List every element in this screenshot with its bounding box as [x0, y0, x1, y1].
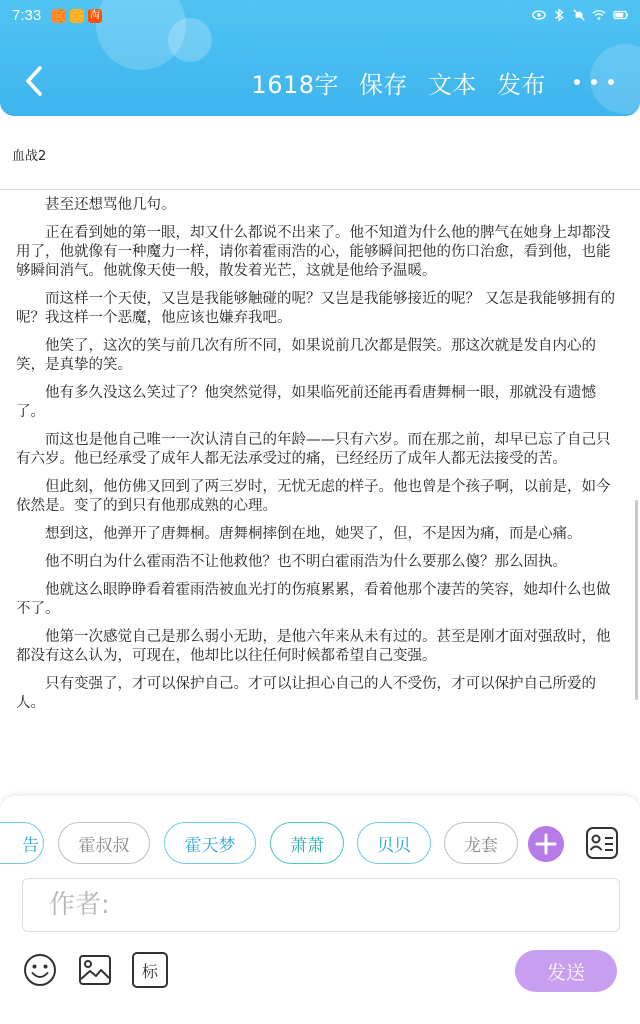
paragraph: 只有变强了，才可以保护自己。才可以让担心自己的人不受伤，才可以保护自己所爱的人。: [16, 676, 596, 711]
app-notification-icon: [70, 9, 84, 23]
paragraph: 但此刻，他仿佛又回到了两三岁时，无忧无虑的样子。他也曾是个孩子啊，以前是，如今依然是。变了的到只有他那成熟的心理。: [16, 479, 611, 514]
compose-panel: [0, 796, 640, 1024]
author-input[interactable]: 作者:: [22, 878, 620, 932]
emoji-icon[interactable]: [22, 952, 58, 988]
bluetooth-icon: [552, 8, 566, 22]
status-bar: [0, 0, 640, 32]
character-chip-row: [0, 822, 640, 866]
tag-icon[interactable]: [132, 952, 168, 988]
taobao-notification-icon: 淘: [90, 10, 100, 21]
character-chip[interactable]: 贝贝: [357, 822, 431, 864]
character-chip[interactable]: 霍叔叔: [58, 822, 150, 864]
app-notification-icon: [52, 9, 66, 23]
paragraph: 正在看到她的第一眼，却又什么都说不出来了。他不知道为什么他的脾气在她身上却都没用了，他就像有一种魔力一样，请你着霍雨浩的心，能够瞬间把他的伤口治愈，看到他，也能够瞬间消气。他就像天使一般，散发着光芒，这就是他给予温暖。: [16, 225, 611, 279]
eye-icon: [532, 8, 546, 22]
text-button[interactable]: 文本: [428, 70, 477, 99]
top-app-bar: [0, 0, 640, 116]
document-title[interactable]: 血战2: [12, 149, 47, 164]
paragraph: 甚至还想骂他几句。: [45, 197, 176, 213]
status-icons: [532, 8, 630, 22]
image-icon[interactable]: [77, 952, 113, 988]
editor-toolbar: [251, 60, 640, 104]
paragraph: 而这样一个天使，又岂是我能够触碰的呢？又岂是我能够接近的呢？ 又怎是我能够拥有的呢？我这样一个恶魔，他应该也嫌弃我吧。: [16, 291, 616, 326]
back-arrow-icon[interactable]: [18, 62, 52, 100]
paragraph: 他有多久没这么笑过了？他突然觉得，如果临死前还能再看唐舞桐一眼，那就没有遗憾了。: [16, 385, 596, 420]
paragraph: 他就这么眼睁睁看着霍雨浩被血光打的伤痕累累，看着他那个凄苦的笑容，她却什么也做不了。: [16, 582, 611, 617]
add-character-button[interactable]: [528, 826, 564, 862]
battery-icon: [612, 8, 630, 22]
paragraph: 他不明白为什么霍雨浩不让他救他？也不明白霍雨浩为什么要那么傻？那么固执。: [45, 554, 567, 570]
scrollbar-thumb[interactable]: [635, 500, 638, 700]
character-chip[interactable]: 龙套: [444, 822, 518, 864]
character-chip[interactable]: 萧萧: [270, 822, 344, 864]
more-options-icon[interactable]: [574, 72, 614, 92]
paragraph: 而这也是他自己唯一一次认清自己的年龄——只有六岁。而在那之前，却早已忘了自己只有六岁。他已经承受了成年人都无法承受过的痛，已经经历了成年人都无法接受的苦。: [16, 432, 611, 467]
mute-bell-icon: [572, 8, 586, 22]
character-chip[interactable]: 告: [0, 822, 44, 864]
character-list-icon[interactable]: [584, 825, 620, 861]
word-count: 1618字: [251, 70, 339, 99]
send-button[interactable]: 发送: [515, 950, 617, 992]
save-button[interactable]: 保存: [359, 70, 408, 99]
character-chip[interactable]: 霍天梦: [164, 822, 256, 864]
document-body[interactable]: [16, 196, 624, 790]
wifi-icon: [592, 8, 606, 22]
publish-button[interactable]: 发布: [497, 70, 546, 99]
paragraph: 他笑了，这次的笑与前几次有所不同，如果说前几次都是假笑。那这次就是发自内心的笑，是真挚的笑。: [16, 338, 596, 373]
title-divider: [0, 189, 640, 190]
tag-icon-label: 标: [141, 961, 158, 981]
paragraph: 他第一次感觉自己是那么弱小无助，是他六年来从未有过的。甚至是刚才面对强敌时，他都没有这么认为，可现在，他却比以往任何时候都希望自己变强。: [16, 629, 611, 664]
status-time: 7:33: [12, 7, 42, 24]
paragraph: 想到这，他弹开了唐舞桐。唐舞桐摔倒在地，她哭了，但，不是因为痛，而是心痛。: [45, 526, 582, 542]
